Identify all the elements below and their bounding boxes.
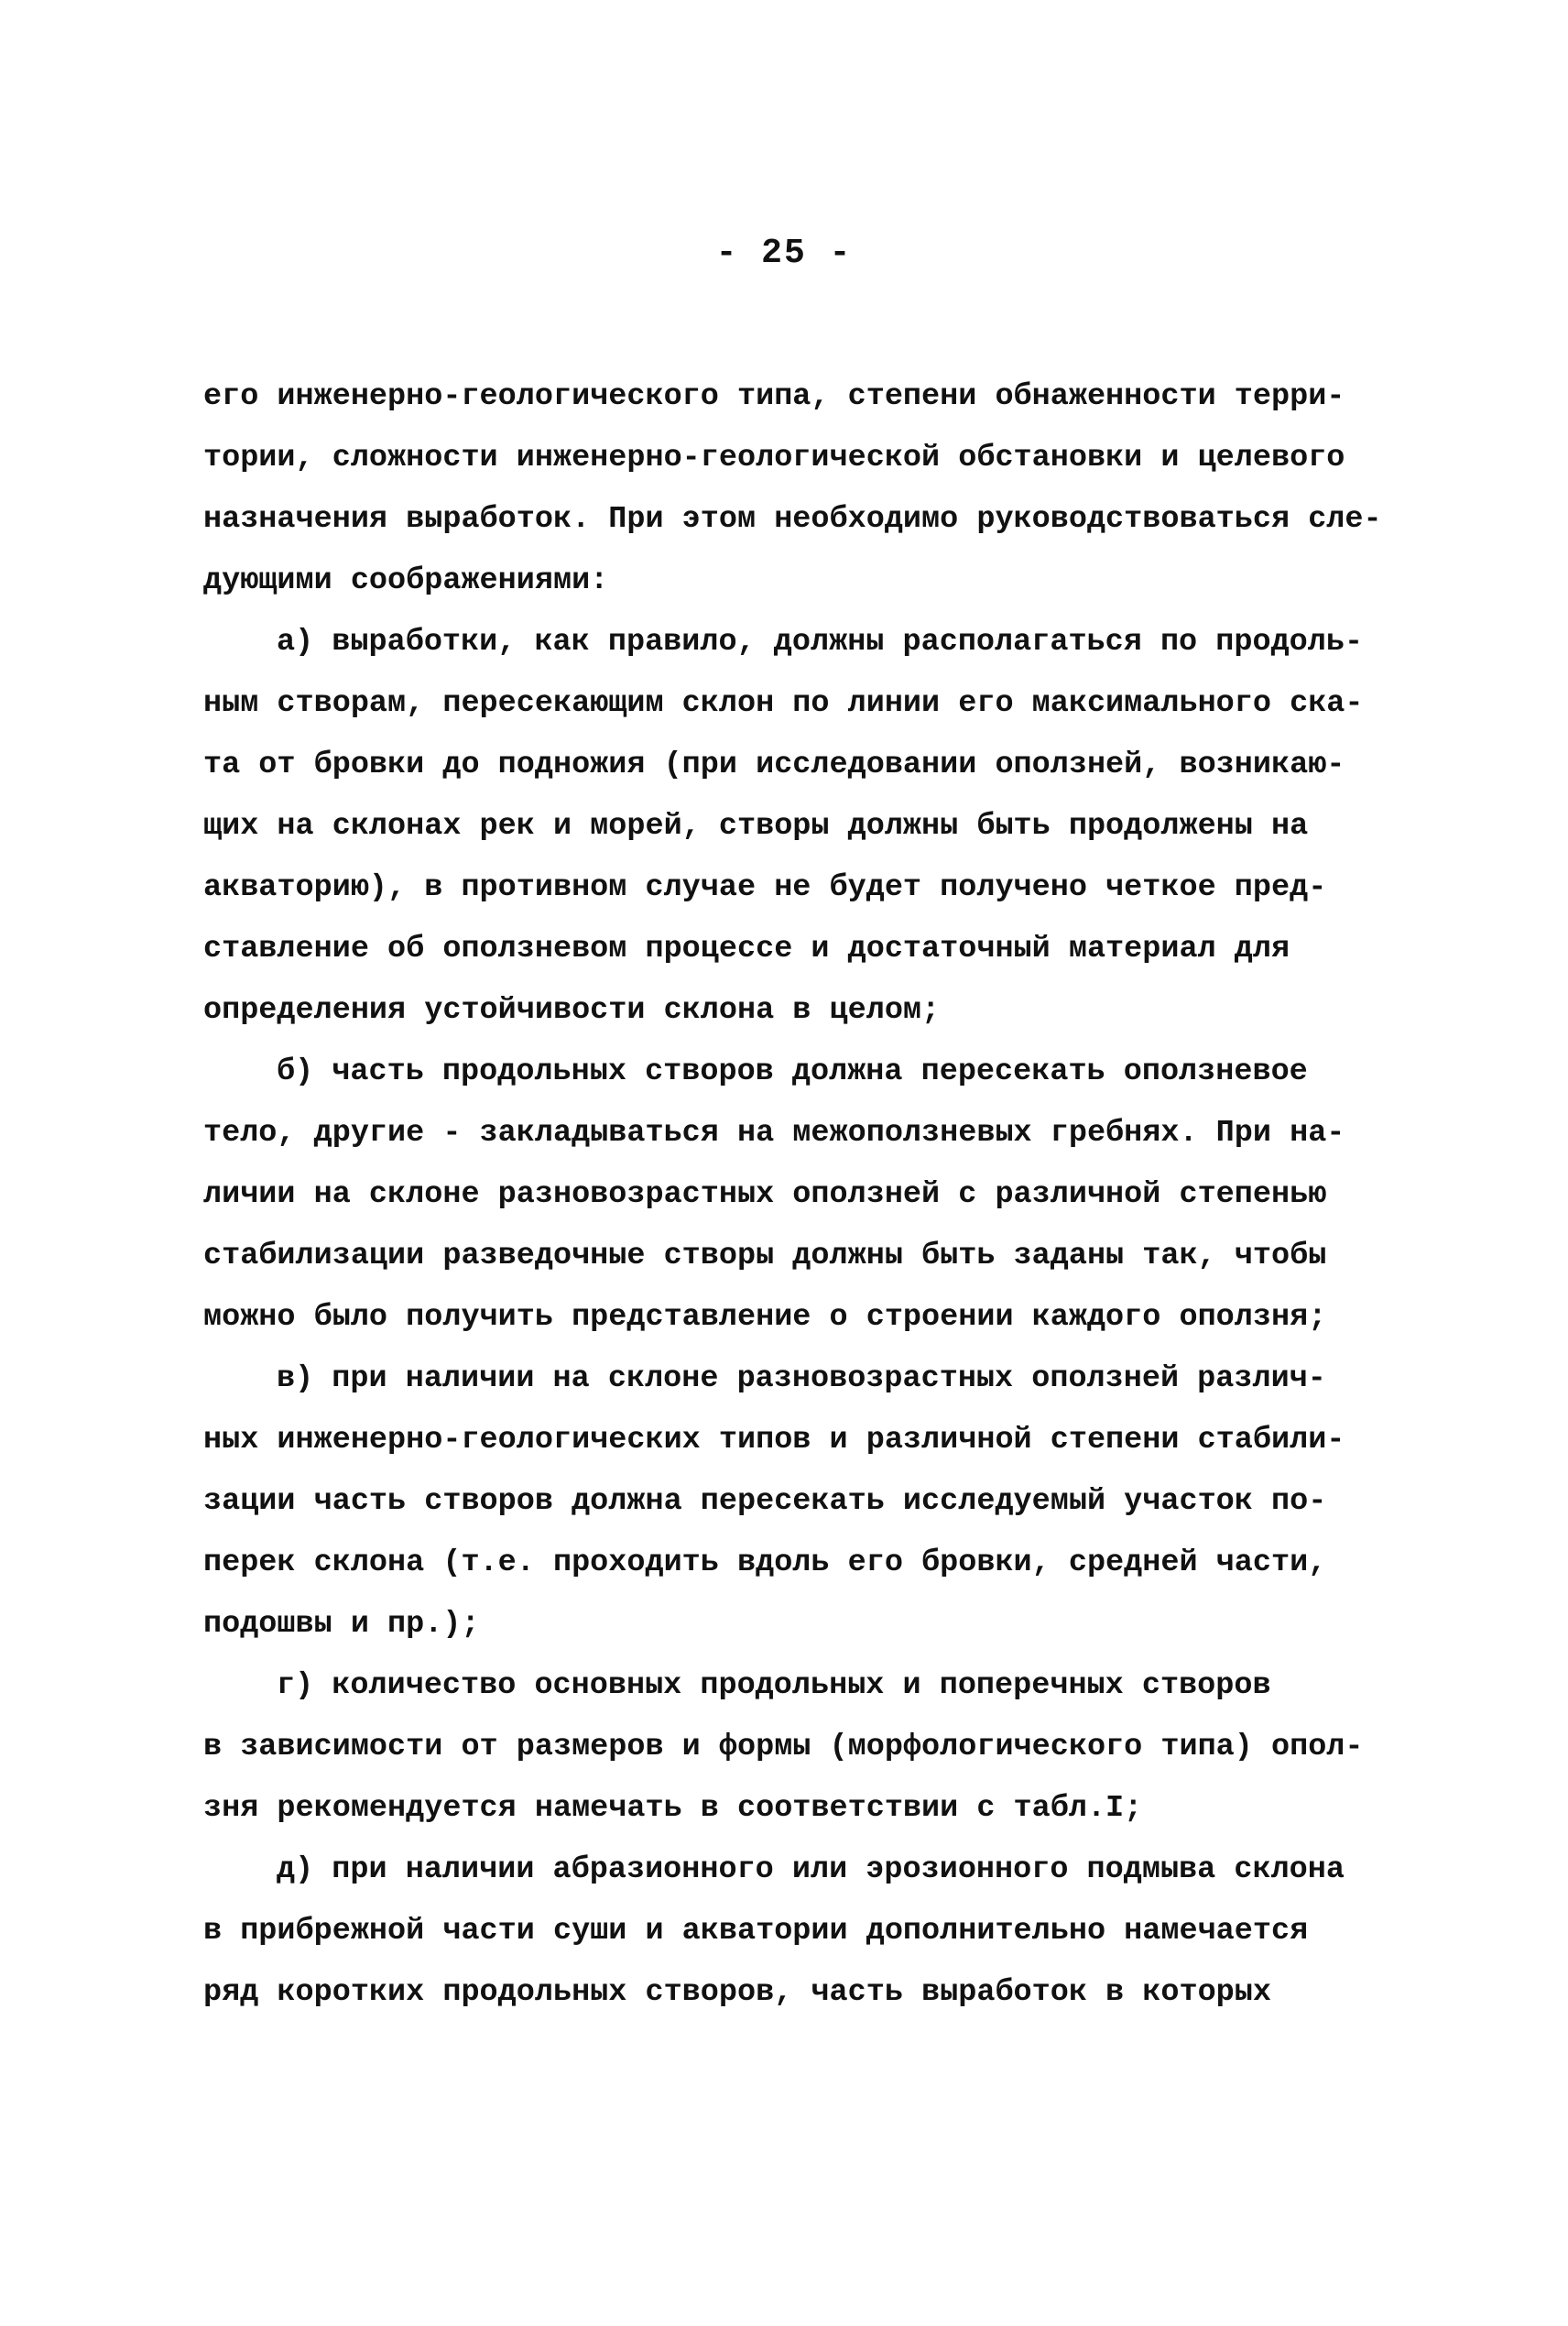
text-line: тории, сложности инженерно-геологической обстановки и целевого — [203, 441, 1345, 475]
body-text — [203, 366, 1412, 2024]
text-line: дующими соображениями: — [203, 563, 609, 598]
text-line: зня рекомендуется намечать в соответствии с табл.I; — [203, 1791, 1143, 1826]
text-line: в зависимости от размеров и формы (морфологического типа) опол- — [203, 1730, 1364, 1764]
text-line: д) при наличии абразионного или эрозионного подмыва склона — [277, 1852, 1345, 1887]
text-line: а) выработки, как правило, должны располагаться по продоль- — [277, 625, 1364, 660]
text-line: г) количество основных продольных и поперечных створов — [277, 1668, 1271, 1703]
text-line: личии на склоне разновозрастных оползней с различной степенью — [203, 1177, 1327, 1212]
text-line: акваторию), в противном случае не будет получено четкое пред- — [203, 870, 1327, 905]
text-line: ряд коротких продольных створов, часть выработок в которых — [203, 1975, 1271, 2010]
text-line: определения устойчивости склона в целом; — [203, 993, 941, 1028]
text-line: стабилизации разведочные створы должны быть заданы так, чтобы — [203, 1239, 1327, 1273]
text-line: подошвы и пр.); — [203, 1607, 480, 1642]
text-line: тело, другие - закладываться на межоползневых гребнях. При на- — [203, 1116, 1345, 1151]
text-line: его инженерно-геологического типа, степени обнаженности терри- — [203, 379, 1345, 414]
text-line: б) часть продольных створов должна пересекать оползневое — [277, 1054, 1308, 1089]
text-line: ным створам, пересекающим склон по линии его максимального ска- — [203, 686, 1364, 721]
text-line: зации часть створов должна пересекать исследуемый участок по- — [203, 1484, 1327, 1519]
text-line: ных инженерно-геологических типов и различной степени стабили- — [203, 1423, 1345, 1458]
text-line: можно было получить представление о строении каждого оползня; — [203, 1300, 1327, 1335]
page-number: - 25 - — [715, 234, 853, 273]
text-line: ставление об оползневом процессе и достаточный материал для — [203, 932, 1290, 966]
text-line: та от бровки до подножия (при исследовании оползней, возникаю- — [203, 748, 1345, 782]
text-line: щих на склонах рек и морей, створы должны быть продолжены на — [203, 809, 1309, 844]
text-line: в) при наличии на склоне разновозрастных оползней различ- — [277, 1361, 1326, 1396]
text-line: перек склона (т.е. проходить вдоль его бровки, средней части, — [203, 1545, 1327, 1580]
text-line: в прибрежной части суши и акватории дополнительно намечается — [203, 1914, 1309, 1949]
text-line: назначения выработок. При этом необходимо руководствоваться сле- — [203, 502, 1382, 537]
